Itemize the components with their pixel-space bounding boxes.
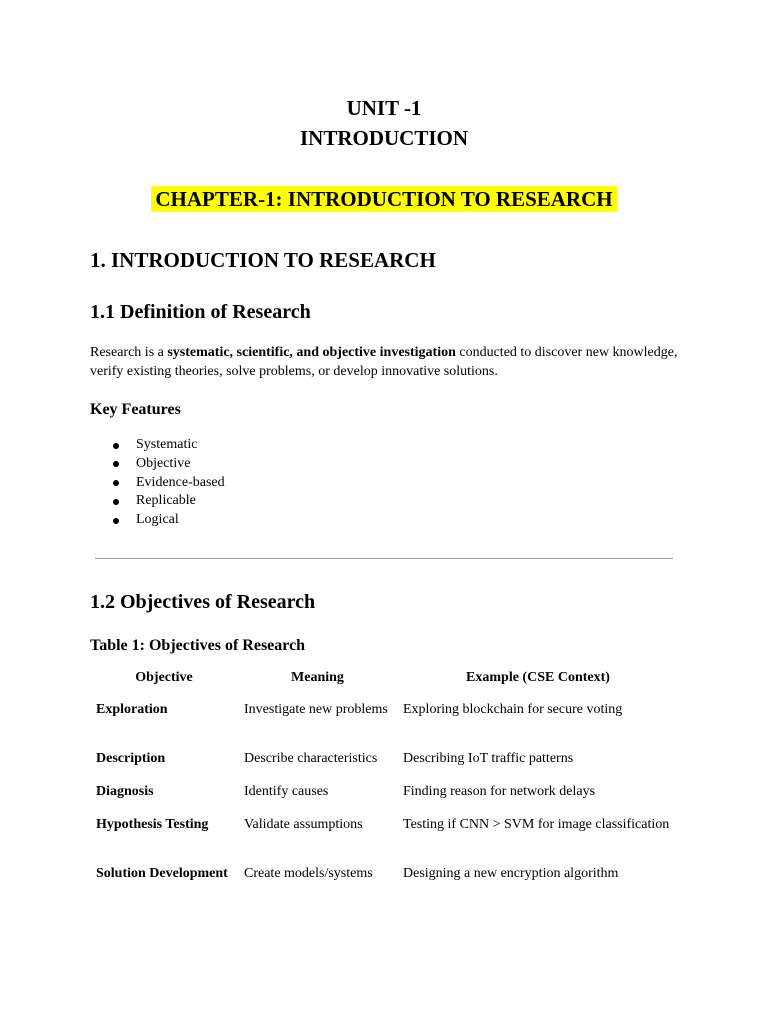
objectives-table [90,668,679,895]
section-1-1-title: 1.1 Definition of Research [90,301,311,323]
list-item-label: Evidence-based [136,474,225,490]
definition-text-bold: systematic, scientific, and objective investigation [167,345,456,360]
key-features-title: Key Features [90,401,181,418]
table-row [90,747,679,780]
table-row [90,698,679,747]
list-item [110,492,225,511]
cell-objective: Exploration [96,702,168,717]
table-header-row [90,668,679,698]
cell-example: Testing if CNN > SVM for image classification [403,817,670,832]
list-item [110,474,225,493]
cell-example: Designing a new encryption algorithm [403,866,619,881]
bullet-icon [113,461,119,467]
cell-objective: Description [96,751,166,766]
cell-example: Exploring blockchain for secure voting [403,702,623,717]
list-item-label: Systematic [136,437,198,452]
chapter-heading: CHAPTER-1: INTRODUCTION TO RESEARCH [151,186,616,212]
cell-meaning: Validate assumptions [244,817,363,832]
definition-text-suffix: conducted to discover new knowledge, verify existing theories, solve problems, or develop innovative solutions. [90,345,678,379]
cell-meaning: Investigate new problems [244,702,388,717]
table-row [90,780,679,813]
bullet-icon [113,499,119,505]
list-item-label: Logical [136,512,179,528]
cell-meaning: Describe characteristics [244,751,378,766]
horizontal-divider [95,558,673,559]
list-item-label: Replicable [136,493,196,509]
cell-objective: Hypothesis Testing [96,817,209,832]
key-features-list [110,436,225,530]
unit-subheading: INTRODUCTION [299,126,469,150]
list-item [110,511,225,530]
list-item [110,436,225,455]
unit-heading: UNIT -1 [346,96,422,120]
table-row [90,862,679,895]
definition-paragraph [90,343,690,381]
table-caption: Table 1: Objectives of Research [90,637,306,654]
list-item-label: Objective [136,455,191,471]
bullet-icon [113,443,119,449]
chapter-heading-wrapper [0,186,768,212]
table-row [90,813,679,862]
cell-example: Finding reason for network delays [403,784,596,799]
definition-text-prefix: Research is a [90,345,168,360]
bullet-icon [113,518,119,524]
column-header-objective: Objective [135,670,193,685]
list-item [110,455,225,474]
column-header-example: Example (CSE Context) [466,670,610,685]
section-1-title: 1. INTRODUCTION TO RESEARCH [90,248,436,272]
cell-objective: Diagnosis [96,784,154,799]
cell-meaning: Identify causes [244,784,329,799]
cell-meaning: Create models/systems [244,866,373,881]
bullet-icon [113,480,119,486]
column-header-meaning: Meaning [291,670,344,685]
section-1-2-title: 1.2 Objectives of Research [90,591,316,613]
cell-objective: Solution Development [96,866,228,881]
cell-example: Describing IoT traffic patterns [403,751,574,766]
